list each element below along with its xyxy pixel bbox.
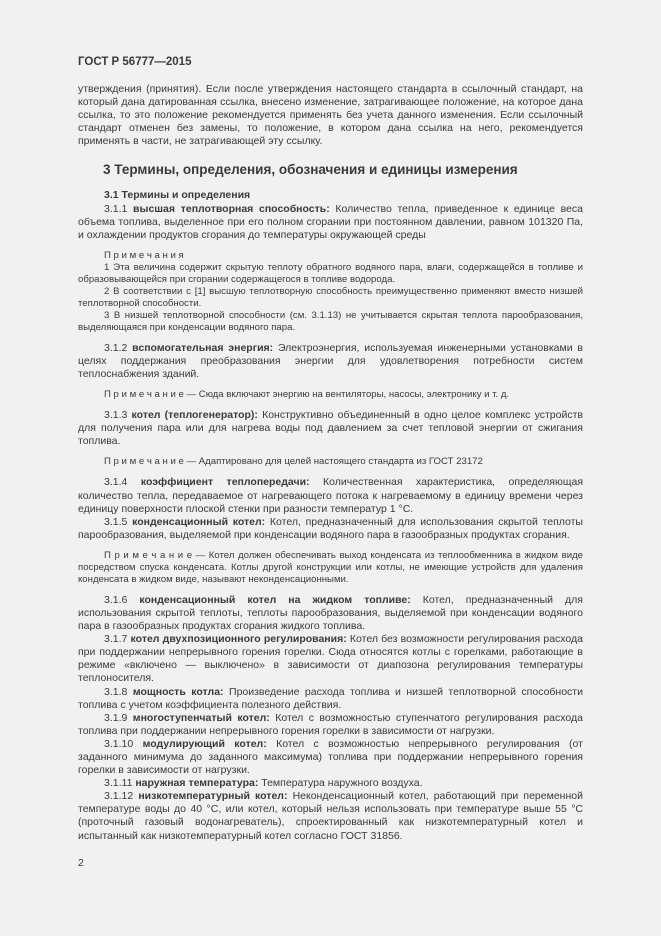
term-name: конденсационный котел на жидком топливе: (139, 593, 423, 606)
intro-paragraph: утверждения (принятия). Если после утверждения настоящего стандарта в ссылочный стандарт, на который дана датированная ссылка, внесено изменение, затрагивающее положение, на которое дана ссылка, то это положение рекомендуется применять без учета данного изменения. Если ссылочный стандарт отменен без замены, то положение, в котором дана ссылка на него, рекомендуется применять в части, не затрагивающей эту ссылку. (78, 83, 583, 148)
term-name: вспомогательная энергия: (132, 341, 278, 354)
note-label: П р и м е ч а н и я (104, 249, 184, 261)
note-item: П р и м е ч а н и е — Котел должен обеспечивать выход конденсата из теплообменника в жидком виде посредством спуска конденсата. Котлы другой конструкции или котлы, не имеющие устройств для удаления конденсата в жидком виде, называют неконденсационными. (78, 549, 583, 585)
section-heading: 3 Термины, определения, обозначения и единицы измерения (103, 162, 518, 178)
term-name: котел (теплогенератор): (131, 409, 263, 422)
term-paragraph-3-1-5 (78, 516, 583, 542)
term-definition: Количественная характеристика, определяющая количество тепла, передаваемое от нагревающего потока к нагреваемому в единицу времени через единицу поверхности плоской стенки при разности температур 1 °С. (78, 476, 583, 515)
term-name: модулирующий котел: (142, 737, 277, 750)
term-paragraph-3-1-8 (78, 686, 583, 712)
term-number: 3.1.2 (104, 341, 133, 354)
term-number: 3.1.6 (104, 593, 140, 606)
term-paragraph-3-1-3 (78, 409, 583, 448)
term-paragraph-3-1-4 (78, 476, 583, 515)
term-paragraph-3-1-6 (78, 594, 583, 633)
term-definition: Конструктивно объединенный в одно целое комплекс устройств для получения пара или для нагрева воды под давлением за счет тепловой энергии от сжигания топлива. (78, 409, 583, 448)
term-number: 3.1.1 (104, 202, 134, 215)
term-number: 3.1.5 (104, 515, 133, 528)
term-name: мощность котла: (132, 685, 230, 698)
term-definition: Электроэнергия, используемая инженерными установками в целях поддержания преобразования энергии для удовлетворения потребности систем теплоснабжения зданий. (78, 341, 583, 381)
notes-block-3-1-3 (78, 456, 583, 468)
term-definition: Количество тепла, приведенное к единице веса объема топлива, выделенное при его полном сгорании при постоянном давлении, равном 101320 Па, и охлаждении продуктов сгорания до температуры окружающей среды (78, 202, 583, 241)
term-definition: Произведение расхода топлива и низшей теплотворной способности топлива с учетом коэффициента полезного действия. (78, 685, 583, 711)
term-name: низкотемпературный котел: (138, 790, 293, 803)
term-number: 3.1.4 (104, 476, 141, 489)
term-name: высшая теплотворная способность: (133, 202, 336, 215)
term-paragraph-3-1-1 (78, 203, 583, 242)
term-number: 3.1.3 (104, 409, 132, 422)
notes-block-3-1-2 (78, 389, 583, 401)
term-paragraph-3-1-12 (78, 790, 583, 842)
term-number: 3.1.7 (104, 633, 131, 646)
note-item: 2 В соответствии с [1] высшую теплотворную способность преимущественно применяют вместо низшей теплотворной способности. (78, 285, 583, 309)
term-number: 3.1.8 (104, 685, 133, 698)
term-number: 3.1.9 (104, 711, 133, 724)
term-number: 3.1.11 (104, 777, 136, 790)
notes-block-3-1-1 (78, 250, 583, 334)
notes-block-3-1-5 (78, 550, 583, 586)
term-name: коэффициент теплопередачи: (140, 476, 324, 489)
note-item: 3 В низшей теплотворной способности (см. 3.1.13) не учитывается скрытая теплота парообразования, выделяющаяся при конденсации водяного пара. (78, 309, 583, 333)
term-definition: Котел с возможностью ступенчатого регулирования расхода топлива при поддержании непрерывного горения горелки в зависимости от нагрузки. (78, 711, 583, 737)
page-number: 2 (78, 856, 84, 869)
term-name: наружная температура: (135, 777, 262, 790)
term-definition: Котел с возможностью непрерывного регулирования (от заданного минимума до заданного максимума) топлива при поддержании непрерывного горения горелки в зависимости от нагрузки. (78, 737, 583, 777)
term-name: многоступенчатый котел: (132, 711, 276, 724)
note-item: 1 Эта величина содержит скрытую теплоту обратного водяного пара, влаги, содержащейся в топливе и образовывающейся при сгорании содержащегося в топливе водорода. (78, 261, 583, 285)
term-definition: Котел, предназначенный для использования скрытой теплоты, теплоты парообразования, выделяемой при конденсации водяного пара в газообразных продуктах сгорания жидкого топлива. (78, 593, 583, 633)
term-number: 3.1.10 (104, 737, 143, 750)
term-paragraph-3-1-10 (78, 738, 583, 777)
subsection-heading: 3.1 Термины и определения (104, 189, 251, 202)
term-paragraph-3-1-7 (78, 633, 583, 685)
term-definition: Котел без возможности регулирования расхода при поддержании непрерывного горения горелки. Сюда относятся котлы с горелками, работающие в режиме «включено — выключено» в зависимости от диапозона регулирования температуры теплоносителя. (78, 633, 583, 685)
term-name: котел двухпозиционного регулирования: (130, 633, 350, 646)
document-header: ГОСТ Р 56777—2015 (78, 56, 192, 68)
term-paragraph-3-1-11 (78, 777, 583, 790)
note-item: П р и м е ч а н и е — Адаптировано для целей настоящего стандарта из ГОСТ 23172 (104, 456, 483, 468)
note-item: П р и м е ч а н и е — Сюда включают энергию на вентиляторы, насосы, электронику и т. д. (104, 389, 510, 401)
term-paragraph-3-1-9 (78, 712, 583, 738)
term-paragraph-3-1-2 (78, 342, 583, 381)
term-definition: Котел, предназначенный для использования скрытой теплоты парообразования, выделяемой при конденсации водяного пара в газообразных продуктах сгорания. (78, 515, 583, 541)
term-definition: Неконденсационный котел, работающий при переменной температуре воды до 40 °С, или котел, который нельзя использовать при температуре выше 55 °С (проточный газовый водонагреватель), спроектированный как низкотемпературный котел и испытанный как низкотемпературный котел согласно ГОСТ 31856. (78, 790, 583, 842)
term-name: конденсационный котел: (132, 515, 270, 528)
term-definition: Температура наружного воздуха. (261, 777, 423, 790)
term-number: 3.1.12 (104, 790, 139, 803)
